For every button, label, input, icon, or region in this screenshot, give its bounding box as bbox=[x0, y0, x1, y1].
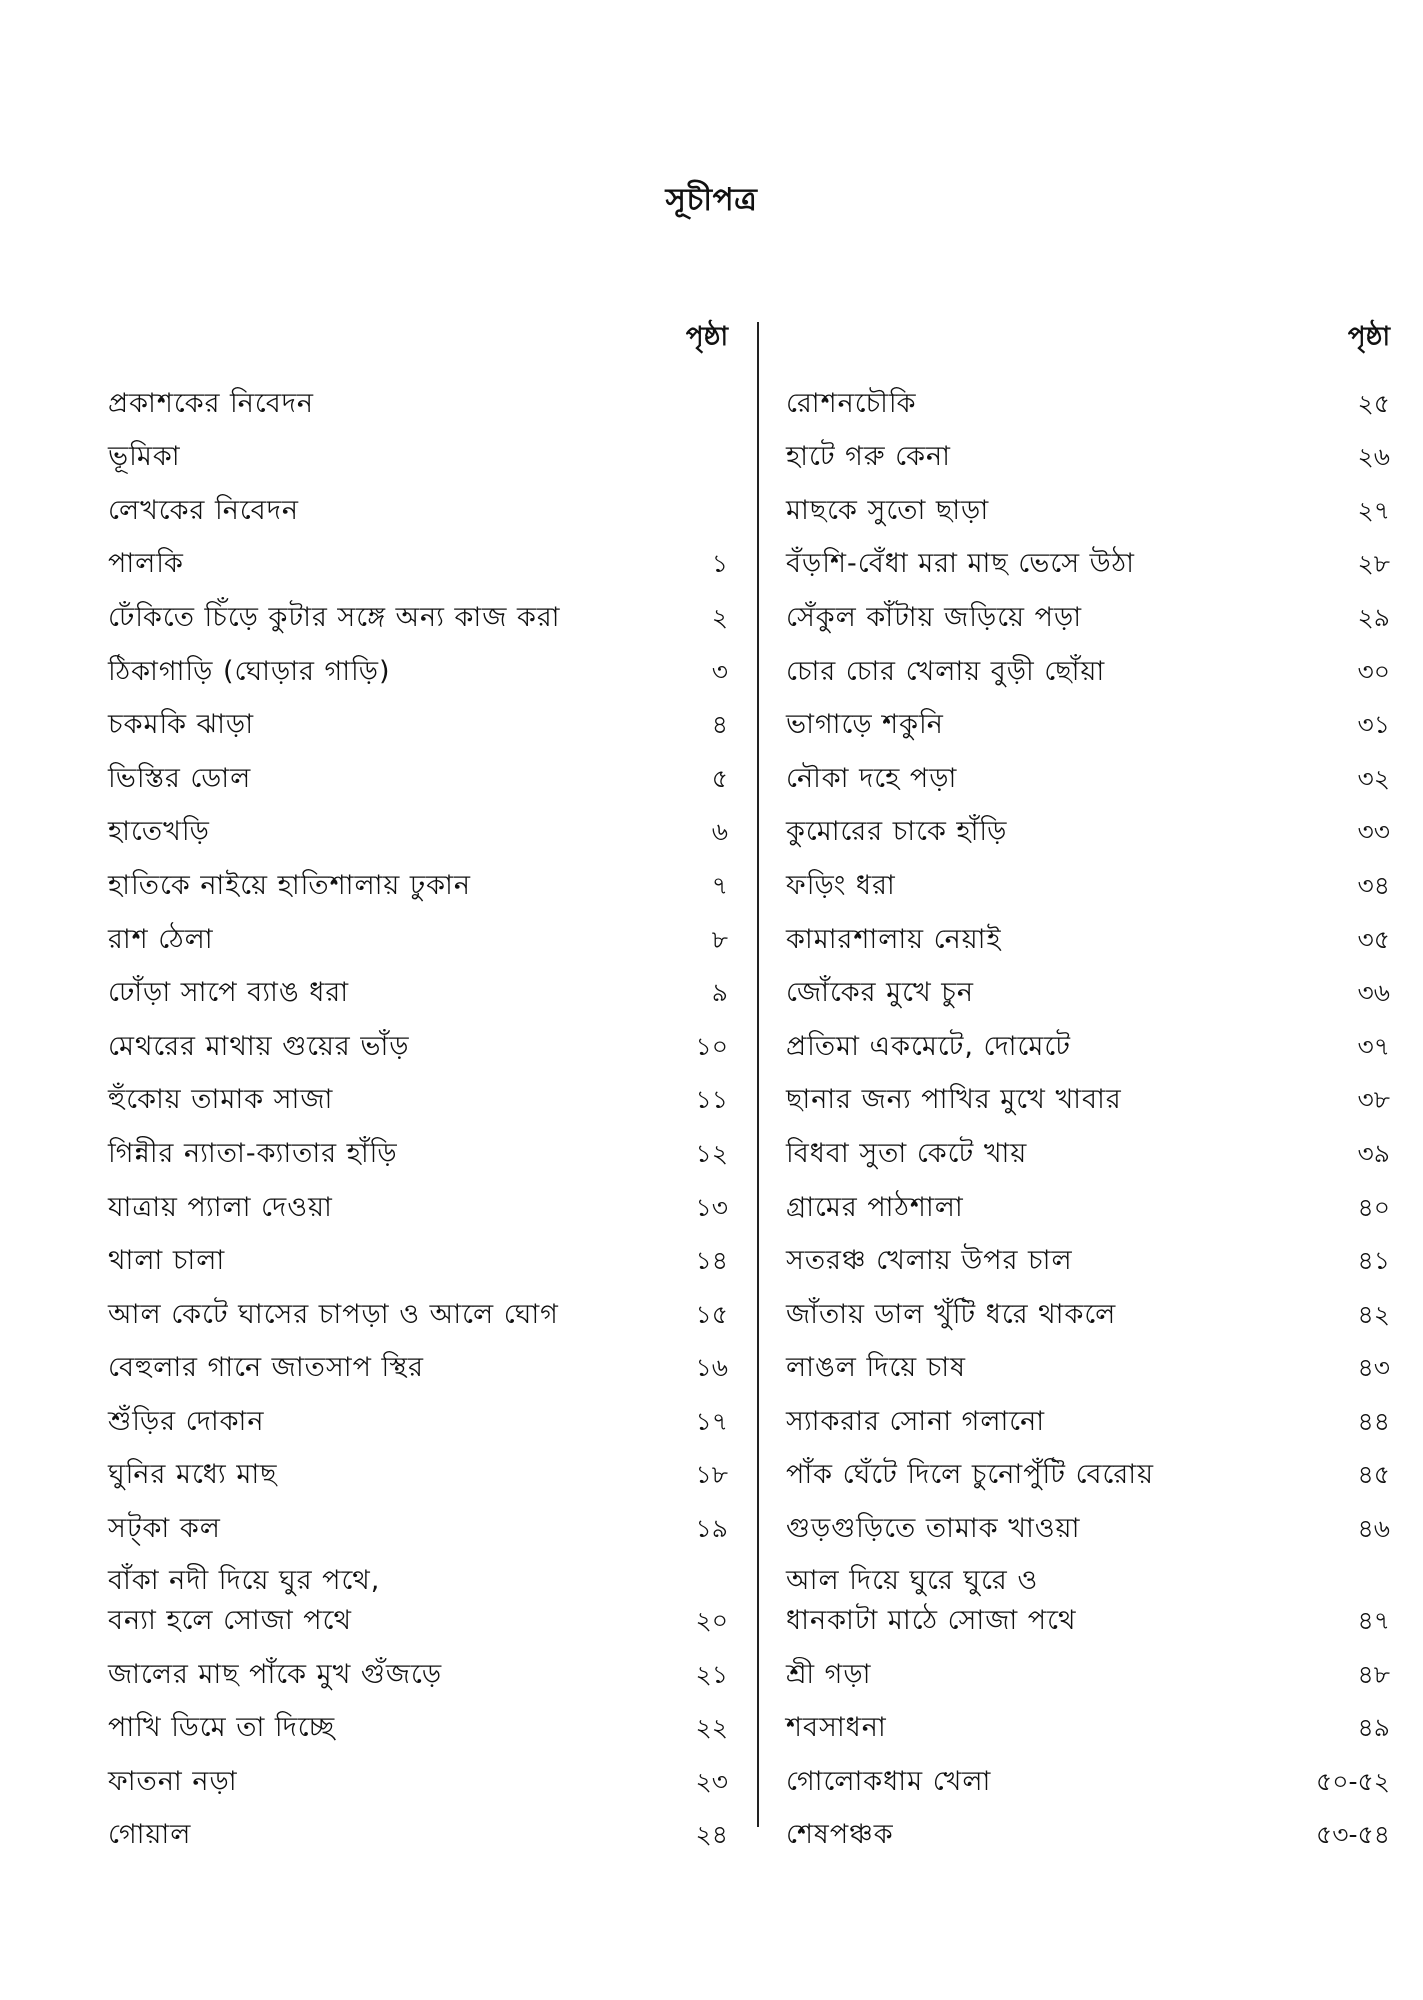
toc-entry bbox=[786, 749, 1390, 803]
toc-right-column bbox=[786, 316, 1390, 1859]
toc-entry bbox=[786, 964, 1390, 1018]
toc-entry-page: ৫০-৫২ bbox=[1316, 1766, 1390, 1796]
toc-entry-title: ভাগাড়ে শকুনি bbox=[786, 709, 944, 741]
toc-entry-title: সট্‌কা কল bbox=[108, 1513, 221, 1545]
toc-entry-page: ৪৬ bbox=[1357, 1514, 1390, 1544]
left-entry-list bbox=[108, 374, 728, 1859]
toc-entry bbox=[786, 803, 1390, 857]
toc-entry bbox=[108, 1392, 728, 1446]
toc-entry-title: থালা চালা bbox=[108, 1245, 226, 1277]
toc-entry-page: ৩৬ bbox=[1357, 978, 1390, 1008]
toc-entry bbox=[786, 1339, 1390, 1393]
toc-entry bbox=[786, 1392, 1390, 1446]
toc-entry-page: ৪১ bbox=[1357, 1246, 1390, 1276]
toc-left-column bbox=[108, 316, 728, 1859]
toc-entry-title: রোশনচৌকি bbox=[786, 387, 917, 419]
toc-entry-page: ২৪ bbox=[695, 1820, 728, 1850]
toc-entry-page: ২৯ bbox=[1357, 602, 1390, 632]
left-page-label: পৃষ্ঠা bbox=[685, 322, 728, 352]
toc-entry bbox=[786, 1285, 1390, 1339]
toc-entry-title: ফাতনা নড়া bbox=[108, 1765, 238, 1797]
toc-entry bbox=[786, 696, 1390, 750]
right-page-label: পৃষ্ঠা bbox=[1347, 322, 1390, 352]
toc-entry-title: বাঁকা নদী দিয়ে ঘুর পথে, বন্যা হলে সোজা পথে bbox=[108, 1565, 381, 1637]
toc-entry bbox=[786, 1124, 1390, 1178]
toc-entry-title: লাঙল দিয়ে চাষ bbox=[786, 1352, 966, 1384]
toc-entry-page: ৪২ bbox=[1357, 1299, 1390, 1329]
toc-entry bbox=[786, 535, 1390, 589]
toc-entry-page: ৪ bbox=[711, 710, 728, 740]
toc-entry bbox=[786, 910, 1390, 964]
toc-entry-title: ভূমিকা bbox=[108, 441, 181, 473]
toc-entry bbox=[786, 1232, 1390, 1286]
toc-entry-title: কামারশালায় নেয়াই bbox=[786, 923, 1002, 955]
toc-entry-title: কুমোরের চাকে হাঁড়ি bbox=[786, 816, 1008, 848]
toc-entry-page: ১৯ bbox=[695, 1514, 728, 1544]
toc-entry bbox=[108, 856, 728, 910]
toc-entry-page: ৭ bbox=[711, 870, 728, 900]
toc-entry-page: ২৮ bbox=[1357, 549, 1390, 579]
toc-entry-title: সতরঞ্চ খেলায় উপর চাল bbox=[786, 1245, 1073, 1277]
toc-entry-page: ১৮ bbox=[695, 1460, 728, 1490]
toc-entry bbox=[786, 374, 1390, 428]
toc-entry bbox=[108, 964, 728, 1018]
toc-entry-page: ২২ bbox=[695, 1713, 728, 1743]
toc-entry bbox=[108, 1285, 728, 1339]
toc-entry-title: চোর চোর খেলায় বুড়ী ছোঁয়া bbox=[786, 655, 1106, 687]
toc-entry bbox=[108, 481, 728, 535]
toc-entry-title: গোয়াল bbox=[108, 1819, 192, 1851]
toc-entry bbox=[786, 1806, 1390, 1860]
toc-entry-page: ১ bbox=[711, 549, 728, 579]
toc-entry-page: ৬ bbox=[711, 817, 728, 847]
toc-entry-title: যাত্রায় প্যালা দেওয়া bbox=[108, 1191, 333, 1223]
toc-entry-title: ছানার জন্য পাখির মুখে খাবার bbox=[786, 1084, 1122, 1116]
toc-entry-title: শুঁড়ির দোকান bbox=[108, 1405, 265, 1437]
right-entry-list bbox=[786, 374, 1390, 1859]
toc-entry-title: ঘুনির মধ্যে মাছ bbox=[108, 1459, 278, 1491]
page-title: সূচীপত্র bbox=[665, 182, 758, 218]
toc-entry bbox=[108, 642, 728, 696]
toc-entry-title: প্রকাশকের নিবেদন bbox=[108, 387, 315, 419]
toc-entry bbox=[786, 428, 1390, 482]
toc-entry-page: ৩৪ bbox=[1357, 870, 1390, 900]
toc-entry bbox=[108, 1806, 728, 1860]
toc-entry-title: বেহুলার গানে জাতসাপ স্থির bbox=[108, 1352, 424, 1384]
toc-entry-page: ৪৮ bbox=[1357, 1659, 1390, 1689]
toc-entry bbox=[108, 1699, 728, 1753]
toc-entry-title: গিন্নীর ন্যাতা-ক্যাতার হাঁড়ি bbox=[108, 1137, 398, 1169]
toc-entry-page: ২ bbox=[711, 602, 728, 632]
toc-entry-title: পালকি bbox=[108, 548, 184, 580]
toc-entry bbox=[108, 1071, 728, 1125]
toc-entry-title: পাঁক ঘেঁটে দিলে চুনোপুঁটি বেরোয় bbox=[786, 1459, 1154, 1491]
toc-entry-title: শ্রী গড়া bbox=[786, 1658, 872, 1690]
toc-entry bbox=[786, 1446, 1390, 1500]
toc-entry bbox=[786, 642, 1390, 696]
toc-entry-page: ৩৮ bbox=[1357, 1085, 1390, 1115]
toc-entry-page: ৮ bbox=[711, 924, 728, 954]
toc-entry-page: ৫ bbox=[711, 763, 728, 793]
toc-entry-title: লেখকের নিবেদন bbox=[108, 494, 299, 526]
toc-entry bbox=[786, 1553, 1390, 1645]
toc-entry-page: ৩২ bbox=[1357, 763, 1390, 793]
toc-entry bbox=[786, 856, 1390, 910]
toc-entry-page: ৩১ bbox=[1357, 710, 1390, 740]
toc-entry-title: গোলোকধাম খেলা bbox=[786, 1765, 992, 1797]
toc-entry-page: ৩৭ bbox=[1357, 1031, 1390, 1061]
toc-entry-title: শবসাধনা bbox=[786, 1712, 887, 1744]
toc-entry-title: আল দিয়ে ঘুরে ঘুরে ও ধানকাটা মাঠে সোজা পথে bbox=[786, 1565, 1077, 1637]
toc-entry-page: ২৩ bbox=[695, 1766, 728, 1796]
toc-entry-page: ২১ bbox=[695, 1659, 728, 1689]
toc-entry bbox=[108, 1446, 728, 1500]
toc-entry-title: আল কেটে ঘাসের চাপড়া ও আলে ঘোগ bbox=[108, 1298, 559, 1330]
toc-entry bbox=[108, 1232, 728, 1286]
toc-entry-page: ৩৯ bbox=[1357, 1138, 1390, 1168]
toc-entry-title: বঁড়শি-বেঁধা মরা মাছ ভেসে উঠা bbox=[786, 548, 1135, 580]
toc-entry-title: ফড়িং ধরা bbox=[786, 869, 896, 901]
toc-entry-page: ৪৯ bbox=[1357, 1713, 1390, 1743]
toc-entry-page: ৩০ bbox=[1357, 656, 1390, 686]
toc-entry bbox=[108, 1017, 728, 1071]
toc-entry-title: হুঁকোয় তামাক সাজা bbox=[108, 1084, 334, 1116]
toc-entry-page: ২৫ bbox=[1357, 388, 1390, 418]
toc-entry-page: ১৩ bbox=[695, 1192, 728, 1222]
toc-entry bbox=[786, 1752, 1390, 1806]
toc-entry bbox=[108, 374, 728, 428]
toc-entry bbox=[108, 910, 728, 964]
toc-entry-title: হাতিকে নাইয়ে হাতিশালায় ঢুকান bbox=[108, 869, 471, 901]
toc-entry bbox=[786, 1178, 1390, 1232]
toc-entry-title: গ্রামের পাঠশালা bbox=[786, 1191, 964, 1223]
toc-entry-title: প্রতিমা একমেটে, দোমেটে bbox=[786, 1030, 1071, 1062]
toc-entry-page: ২৬ bbox=[1357, 442, 1390, 472]
toc-entry-title: চকমকি ঝাড়া bbox=[108, 709, 255, 741]
toc-entry bbox=[108, 803, 728, 857]
toc-entry bbox=[108, 749, 728, 803]
toc-entry-title: হাতেখড়ি bbox=[108, 816, 210, 848]
toc-entry bbox=[786, 1699, 1390, 1753]
toc-entry bbox=[786, 481, 1390, 535]
toc-entry-title: ঠিকাগাড়ি (ঘোড়ার গাড়ি) bbox=[108, 655, 391, 687]
toc-entry bbox=[786, 1645, 1390, 1699]
toc-entry bbox=[108, 1124, 728, 1178]
toc-entry-page: ১৭ bbox=[695, 1406, 728, 1436]
toc-entry-title: ঢেঁকিতে চিঁড়ে কুটার সঙ্গে অন্য কাজ করা bbox=[108, 601, 561, 633]
toc-entry-title: গুড়গুড়িতে তামাক খাওয়া bbox=[786, 1513, 1081, 1545]
toc-entry-page: ৯ bbox=[711, 978, 728, 1008]
toc-entry-title: স্যাকরার সোনা গলানো bbox=[786, 1405, 1046, 1437]
toc-entry-page: ১৬ bbox=[695, 1353, 728, 1383]
toc-entry-page: ২০ bbox=[695, 1606, 728, 1636]
toc-entry bbox=[108, 535, 728, 589]
left-column-header bbox=[108, 316, 728, 374]
toc-entry bbox=[108, 1339, 728, 1393]
toc-entry-page: ৪৫ bbox=[1357, 1460, 1390, 1490]
toc-entry bbox=[786, 1071, 1390, 1125]
toc-entry-title: পাখি ডিমে তা দিচ্ছে bbox=[108, 1712, 336, 1744]
toc-entry bbox=[108, 428, 728, 482]
toc-entry-page: ১২ bbox=[695, 1138, 728, 1168]
toc-entry-page: ১০ bbox=[695, 1031, 728, 1061]
toc-entry-title: মাছকে সুতো ছাড়া bbox=[786, 494, 990, 526]
toc-entry bbox=[786, 588, 1390, 642]
toc-entry bbox=[108, 1178, 728, 1232]
toc-entry-page: ৪৪ bbox=[1357, 1406, 1390, 1436]
toc-entry bbox=[786, 1499, 1390, 1553]
toc-entry-page: ৪৭ bbox=[1357, 1606, 1390, 1636]
toc-entry-title: জালের মাছ পাঁকে মুখ গুঁজড়ে bbox=[108, 1658, 443, 1690]
toc-entry bbox=[108, 588, 728, 642]
toc-entry-title: নৌকা দহে পড়া bbox=[786, 762, 958, 794]
toc-entry-page: ১৫ bbox=[695, 1299, 728, 1329]
toc-entry-page: ১১ bbox=[695, 1085, 728, 1115]
toc-entry-page: ১৪ bbox=[695, 1246, 728, 1276]
toc-entry bbox=[786, 1017, 1390, 1071]
toc-entry-title: জাঁতায় ডাল খুঁটি ধরে থাকলে bbox=[786, 1298, 1117, 1330]
toc-entry bbox=[108, 696, 728, 750]
toc-entry-title: হাটে গরু কেনা bbox=[786, 441, 951, 473]
toc-entry bbox=[108, 1553, 728, 1645]
toc-entry-page: ৩৫ bbox=[1357, 924, 1390, 954]
toc-entry-title: জোঁকের মুখে চুন bbox=[786, 977, 974, 1009]
toc-entry-page: ৪৩ bbox=[1357, 1353, 1390, 1383]
toc-entry-page: ৫৩-৫৪ bbox=[1316, 1820, 1390, 1850]
toc-entry-page: ৪০ bbox=[1357, 1192, 1390, 1222]
toc-entry-page: ৩ bbox=[711, 656, 728, 686]
toc-entry bbox=[108, 1752, 728, 1806]
toc-entry-title: বিধবা সুতা কেটে খায় bbox=[786, 1137, 1028, 1169]
toc-entry-page: ২৭ bbox=[1357, 495, 1390, 525]
right-column-header bbox=[786, 316, 1390, 374]
toc-entry-page: ৩৩ bbox=[1357, 817, 1390, 847]
toc-entry-title: মেথরের মাথায় গুয়ের ভাঁড় bbox=[108, 1030, 410, 1062]
toc-entry-title: ঢোঁড়া সাপে ব্যাঙ ধরা bbox=[108, 977, 350, 1009]
toc-entry bbox=[108, 1645, 728, 1699]
toc-entry-title: রাশ ঠেলা bbox=[108, 923, 214, 955]
toc-entry-title: ভিস্তির ডোল bbox=[108, 762, 252, 794]
toc-entry bbox=[108, 1499, 728, 1553]
column-divider bbox=[757, 322, 759, 1827]
toc-entry-title: সেঁকুল কাঁটায় জড়িয়ে পড়া bbox=[786, 601, 1083, 633]
toc-entry-title: শেষপঞ্চক bbox=[786, 1819, 894, 1851]
